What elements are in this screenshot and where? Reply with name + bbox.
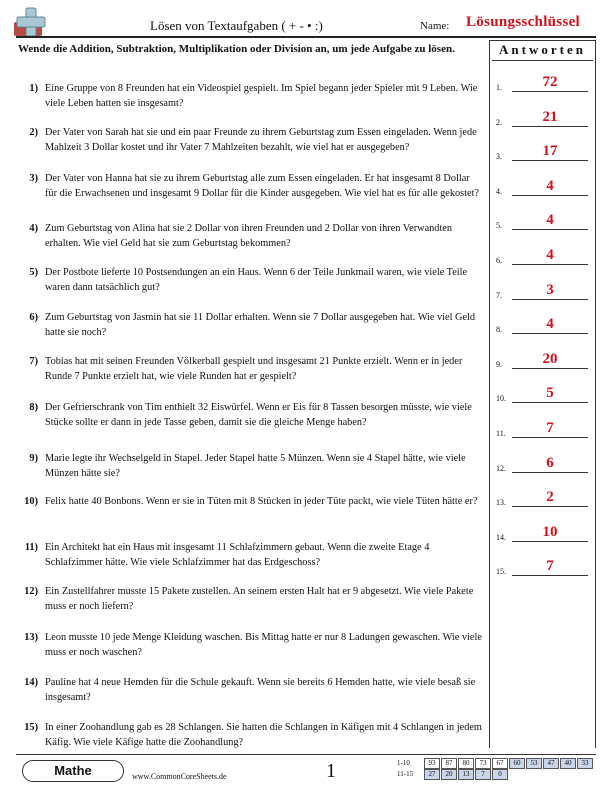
answer-row: [494, 455, 592, 475]
answer-line: [512, 368, 588, 369]
score-range-label: 11-15: [397, 770, 414, 778]
answer-row: [494, 247, 592, 267]
worksheet-title: Lösen von Textaufgaben ( + - • :): [150, 18, 323, 33]
answer-line: [512, 506, 588, 507]
question-number: 5): [29, 267, 38, 278]
answer-value: 5: [546, 385, 554, 402]
answer-number: 12.: [496, 463, 506, 473]
answer-number: 11.: [496, 429, 506, 438]
question-number: 10): [24, 496, 38, 507]
question-number: 12): [24, 586, 38, 597]
question-text: Leon musste 10 jede Menge Kleidung waschen. Bis Mittag hatte er nur 8 Ladungen gewaschen. Wie viele muss er noch waschen?: [45, 632, 482, 658]
answer-number: 6.: [496, 256, 502, 265]
score-cell: 20: [441, 769, 457, 780]
answer-value: 4: [546, 177, 554, 194]
question-number: 3): [29, 173, 38, 184]
answer-value: 72: [542, 74, 558, 90]
question-text: Der Postbote lieferte 10 Postsendungen an ein Haus. Wenn 6 der Teile Junkmail waren, wie viele Teile waren dann tatsächlich gut?: [45, 267, 468, 293]
answer-line: [512, 126, 588, 127]
answer-number: 13.: [496, 498, 506, 508]
score-cell: 40: [560, 758, 576, 769]
score-cell: 53: [526, 758, 542, 769]
answer-value: 17: [542, 143, 558, 160]
question-text: Ein Zustellfahrer musste 15 Pakete zustellen. An seinem ersten Halt hat er 9 abgesetzt. Wie viele Pakete muss er noch liefern?: [45, 586, 474, 612]
answer-line: [512, 160, 588, 161]
question-text: Tobias hat mit seinen Freunden Völkerball gespielt und insgesamt 21 Punkte erzielt. Wenn er in jeder Runde 7 Punkte erzielt hat, wie viele Runden hat er gespielt?: [45, 356, 463, 382]
answer-value: 4: [546, 212, 554, 229]
question-number: 14): [24, 677, 38, 688]
answer-row: [494, 385, 592, 405]
question-text: Felix hatte 40 Bonbons. Wenn er sie in Tüten mit 8 Stücken in jeder Tüte packt, wie viele Tüten hätte er?: [45, 496, 478, 507]
answer-value: 6: [546, 454, 554, 471]
answer-value: 4: [546, 316, 554, 333]
footer-divider: [16, 754, 596, 755]
question-number: 8): [29, 402, 38, 413]
name-label: Name:: [420, 20, 450, 32]
score-cell: 87: [441, 758, 457, 769]
question-number: 2): [29, 127, 38, 138]
answer-line: [512, 402, 588, 403]
question-text: Ein Architekt hat ein Haus mit insgesamt 11 Schlafzimmern gebaut. Wenn die zweite Etage 4 Schlafzimmer hätte. Wie viele Schlafzimmer hat das Erdgeschoss?: [45, 542, 430, 568]
answer-value: 7: [546, 420, 554, 436]
instructions: Wende die Addition, Subtraktion, Multiplikation oder Division an, um jede Aufgabe zu lösen.: [18, 43, 455, 55]
question-text: Der Gefrierschrank von Tim enthielt 32 Eiswürfel. Wenn er Eis für 8 Tassen besorgen müsste, wie viele Stücke sollte er dann in jede Tasse geben, damit sie die gleiche Menge haben?: [45, 402, 472, 428]
answer-value: 7: [546, 558, 554, 575]
question-number: 1): [29, 83, 38, 94]
answer-row: [494, 74, 592, 94]
answer-value: 10: [542, 523, 558, 540]
question-number: 15): [24, 722, 38, 733]
question-text: Eine Gruppe von 8 Freunden hat ein Videospiel gespielt. Im Spiel begann jeder Spieler mit 9 Leben. Wie viele Leben hatten sie insgesamt?: [45, 83, 478, 109]
answer-row: [494, 524, 592, 544]
question-number: 9): [29, 453, 38, 464]
score-cell: 93: [424, 758, 440, 769]
score-cell: 7: [475, 769, 491, 780]
answer-value: 20: [542, 350, 558, 367]
answer-number: 8.: [496, 325, 502, 335]
answer-row: [494, 109, 592, 129]
answer-number: 15.: [496, 567, 506, 577]
question-text: Der Vater von Hanna hat sie zu ihrem Geburtstag alle zum Essen eingeladen. Er hat insgesamt 8 Dollar für die Erwachsenen und insgesamt 9 Dollar für die Kinder ausgegeben. Wie viel hat es für alle gekostet?: [45, 173, 480, 199]
question-text: In einer Zoohandlung gab es 28 Schlangen. Sie hatten die Schlangen in Käfigen mit 4 Schlangen in jedem Käfig. Wie viele Käfige hatte die Zoohandlung?: [45, 722, 482, 748]
answer-number: 9.: [496, 359, 502, 369]
answer-number: 10.: [496, 394, 506, 404]
question-text: Zum Geburtstag von Alina hat sie 2 Dollar von ihren Freunden und 2 Dollar von ihren Verwandten erhalten. Wie viel Geld hat sie zum Geburtstag bekommen?: [45, 223, 453, 249]
answer-line: [512, 575, 588, 576]
answer-row: [494, 489, 592, 509]
answer-line: [512, 541, 588, 542]
question-text: Der Vater von Sarah hat sie und ein paar Freunde zu ihrem Geburtstag zum Essen eingeladen. Wenn jede Mahlzeit 3 Dollar kostet und ihr Vater 7 Mahlzeiten bezahlt, wie viel hat er ausgegeben?: [45, 127, 477, 153]
score-cell: 67: [492, 758, 508, 769]
answer-number: 5.: [496, 221, 502, 231]
score-cell: 27: [424, 769, 440, 780]
question-number: 13): [24, 632, 38, 643]
question-text: Marie legte ihr Wechselgeld in Stapel. Jeder Stapel hatte 5 Münzen. Wenn sie 4 Stapel hätte, wie viele Münzen hätte sie?: [45, 453, 466, 479]
answer-number: 2.: [496, 117, 502, 127]
score-cell: 47: [543, 758, 559, 769]
question-number: 11): [24, 542, 38, 553]
score-cell: 60: [509, 758, 525, 769]
question-text: Pauline hat 4 neue Hemden für die Schule gekauft. Wenn sie bereits 6 Hemden hatte, wie viele besaß sie insgesamt?: [45, 677, 476, 703]
question-number: 4): [29, 223, 38, 234]
answer-line: [512, 472, 588, 473]
answer-row: [494, 143, 592, 163]
question-number: 7): [29, 356, 38, 367]
answer-number: 3.: [496, 152, 502, 162]
answer-value: 2: [546, 489, 554, 506]
score-cell: 33: [577, 758, 593, 769]
answer-line: [512, 91, 588, 92]
answer-number: 1.: [496, 83, 502, 92]
answer-line: [512, 195, 588, 196]
subject-badge: Mathe: [22, 760, 124, 782]
answer-row: [494, 351, 592, 371]
website-url: www.CommonCoreSheets.de: [132, 772, 227, 781]
question-number: 6): [29, 312, 38, 323]
answer-row: [494, 558, 592, 578]
page-number: 1: [326, 760, 336, 782]
answer-key-label: Lösungsschlüssel: [466, 14, 581, 30]
score-cell: 13: [458, 769, 474, 780]
score-range-label: 1-10: [397, 759, 410, 767]
answer-line: [512, 299, 588, 300]
answer-number: 7.: [496, 290, 502, 300]
score-cell: 80: [458, 758, 474, 769]
answer-number: 4.: [496, 186, 502, 196]
answer-line: [512, 264, 588, 265]
question-text: Zum Geburtstag von Jasmin hat sie 11 Dollar erhalten. Wenn sie 7 Dollar ausgegeben hat. Wie viel Geld hatte sie noch?: [45, 312, 476, 338]
answer-value: 21: [542, 108, 558, 125]
answer-row: [494, 420, 592, 440]
score-cell: 0: [492, 769, 508, 780]
answer-row: [494, 178, 592, 198]
answer-number: 14.: [496, 532, 506, 542]
answer-value: 3: [546, 281, 554, 298]
answer-line: [512, 437, 588, 438]
answer-row: [494, 316, 592, 336]
header-divider: [16, 36, 596, 38]
answers-title: Antworten: [499, 42, 586, 57]
answers-title-divider: [492, 60, 593, 61]
answer-row: [494, 212, 592, 232]
answer-line: [512, 333, 588, 334]
answer-value: 4: [546, 247, 554, 263]
answer-line: [512, 229, 588, 230]
answer-row: [494, 282, 592, 302]
score-cell: 73: [475, 758, 491, 769]
